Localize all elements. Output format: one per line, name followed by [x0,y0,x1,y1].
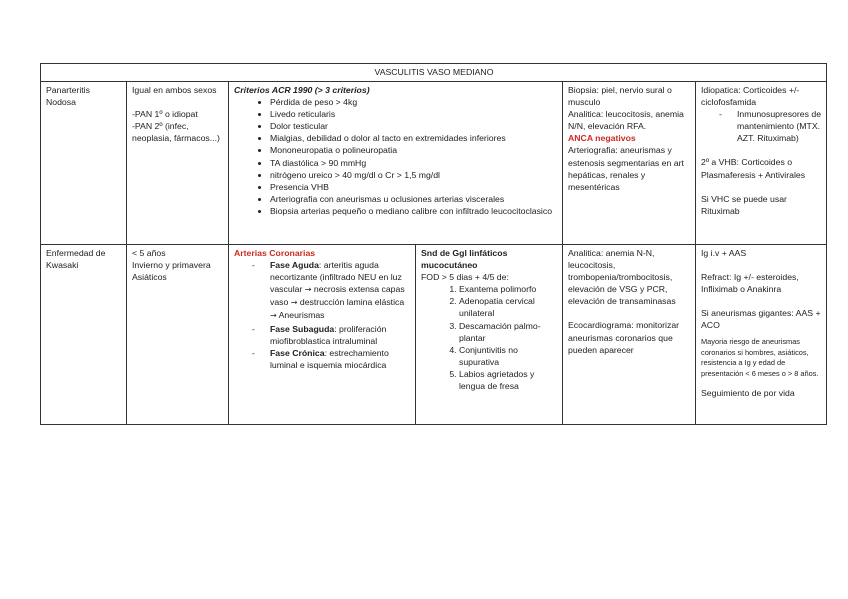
title-row [41,64,827,82]
arrow-icon: → [304,285,312,295]
criteria-cell [229,82,563,245]
tx-line: Idiopatica: Corticoides +/- ciclofosfamida [701,85,800,108]
treatment-cell [696,245,827,425]
list-item: 2. Adenopatia cervical unilateral [459,295,558,319]
list-item: • Dolor testicular [270,120,558,132]
list-item: • Livedo reticularis [270,108,558,120]
dx-line: Analitica: leucocitosis, anemia N/N, elevación RFA. [568,109,684,132]
phase-text: Aneurismas [276,310,325,321]
epi-line: -PAN 2º (infec, neoplasia, fármacos...) [132,121,220,144]
phase-label: Fase Aguda [270,260,319,271]
list-item: 3. Descamación palmo-plantar [459,320,558,344]
phase-list [234,259,411,371]
syndrome-list [421,283,558,392]
anca-label: ANCA negativos [568,133,636,144]
epi-line: Igual en ambos sexos [132,85,217,95]
phase-text: : arteritis aguda necortizante (infiltrado NEU en luz vascular [270,260,402,295]
tx-line: Ig i.v + AAS [701,248,747,258]
list-item: • Mialgias, debilidad o dolor al tacto en extremidades inferiores [270,132,558,144]
phase-label: Fase Subaguda [270,323,335,334]
phase-text: necrosis extensa capas vaso [270,284,405,308]
syndrome-cell [416,245,563,425]
criteria-list [234,96,558,217]
table-row-pan [41,82,827,245]
dx-line: Arteriografia: aneurismas y estenosis segmentarias en art hepáticas, renales y mesentéricas [568,145,684,192]
syndrome-title: Snd de Ggl linfáticos mucocutáneo [421,248,508,271]
treatment-cell [696,82,827,245]
criteria-title: Criterios ACR 1990 (> 3 criterios) [234,85,370,95]
epidemiology-cell [127,245,229,425]
disease-name: Panarteritis Nodosa [46,85,90,108]
phase-item [270,323,411,347]
epi-line: < 5 años [132,248,166,258]
epi-line: Asiáticos [132,272,167,283]
syndrome-intro: FOD > 5 dias + 4/5 de: [421,272,509,283]
epi-line: Invierno y primavera [132,260,211,271]
phase-label: Fase Crónica [270,347,325,358]
list-item: 1. Exantema polimorfo [459,283,558,295]
diagnosis-cell [563,82,696,245]
phase-text: : estrechamiento luminal e isquemia miocárdica [270,347,389,370]
risk-note: Mayoria riesgo de aneurismas coronarios si hombres, asiáticos, resistencia a Ig y edad de presentación < 6 meses o > 8 años. [701,337,819,378]
disease-name-cell [41,82,127,245]
list-item: • Presencia VHB [270,181,558,193]
arrow-icon: → [290,298,298,308]
coronary-title: Arterias Coronarias [234,248,316,258]
list-item: • nitrógeno ureico > 40 mg/dl o Cr > 1,5 mg/dl [270,169,558,181]
tx-line: Refract: Ig +/- esteroides, Infliximab o Anakinra [701,272,799,295]
epi-line: -PAN 1º o idiopat [132,109,198,120]
list-item: • Pérdida de peso > 4kg [270,96,558,108]
table-row-kawasaki [41,245,827,425]
tx-line: Si VHC se puede usar Rituximab [701,193,787,216]
phase-item [270,347,411,371]
dx-line: Ecocardiograma: monitorizar aneurismas coronarios que pueden aparecer [568,320,680,355]
list-item: • Biopsia arterias pequeño o mediano calibre con infiltrado leucocitoclasico [270,205,558,217]
dx-line: Biopsia: piel, nervio sural o musculo [568,85,672,108]
phase-text: : proliferación miofibroblastica intraluminal [270,323,387,346]
tx-line: 2º a VHB: Corticoides o Plasmaferesis + Antivirales [701,157,806,180]
tx-line: Si aneurismas gigantes: AAS + ACO [701,308,821,331]
disease-name-cell [41,245,127,425]
list-item: - Inmunosupresores de mantenimiento (MTX. AZT. Rituximab) [737,108,822,144]
coronary-cell [229,245,416,425]
dx-line: Analitica: anemia N-N, leucocitosis, trombopenia/trombocitosis, elevación de VSG y PCR, elevación de transaminasas [568,248,676,307]
list-item: • TA diastólica > 90 mmHg [270,157,558,169]
diagnosis-cell [563,245,696,425]
list-item: • Arteriografia con aneurismas u oclusiones arterias viscerales [270,193,558,205]
list-item: 4. Conjuntivitis no supurativa [459,344,558,368]
disease-name: Enfermedad de Kwasaki [46,248,106,271]
list-item: • Mononeuropatia o polineuropatia [270,144,558,156]
vasculitis-table [40,63,827,425]
phase-text: destrucción lamina elástica [297,297,405,308]
arrow-icon: → [270,311,277,321]
phase-item [270,259,411,322]
tx-sublist [701,108,822,144]
table-title: VASCULITIS VASO MEDIANO [41,64,827,82]
epidemiology-cell [127,82,229,245]
tx-line: Seguimiento de por vida [701,388,795,399]
list-item: 5. Labios agrietados y lengua de fresa [459,368,558,392]
